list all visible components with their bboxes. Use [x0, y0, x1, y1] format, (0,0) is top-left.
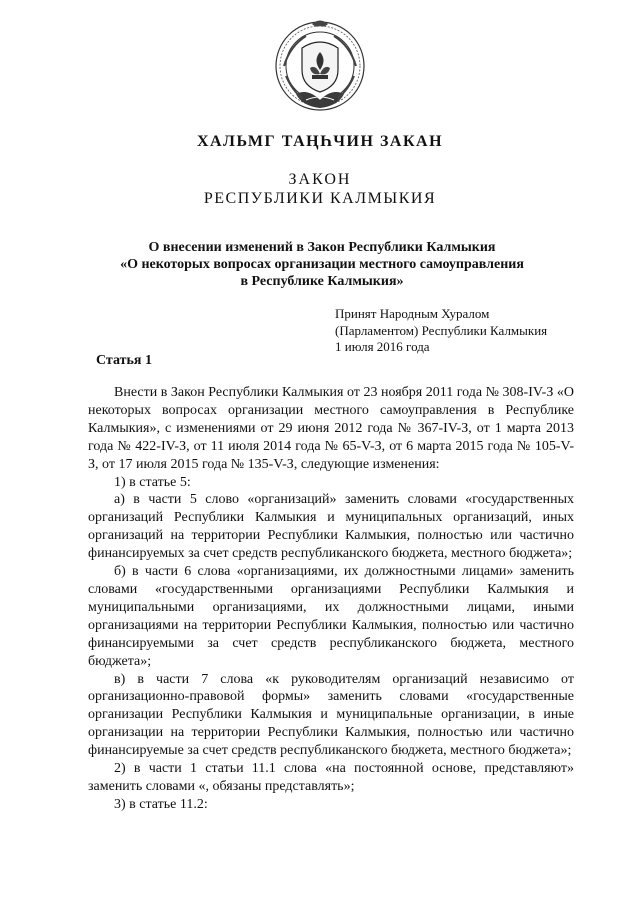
law-title-line: «О некоторых вопросах организации местного самоуправления [120, 257, 524, 272]
paragraph: Внести в Закон Республики Калмыкия от 23 ноября 2011 года № 308-IV-З «О некоторых вопросах организации местного самоуправления в Республике Калмыкия», с изменениями от 29 июня 2012 года № 367-IV-З, от 1 марта 2013 года № 422-IV-З, от 11 июля 2014 года № 65-V-З, от 6 марта 2015 года № 105-V-З, от 17 июля 2015 года № 135-V-З, следующие изменения: [88, 385, 574, 472]
adoption-note-line: Принят Народным Хуралом [335, 306, 490, 321]
law-title [60, 239, 584, 290]
title-kalmyk: ХАЛЬМГ ТАҢҺЧИН ЗАКАН [196, 133, 444, 150]
law-title-line: О внесении изменений в Закон Республики Калмыкия [148, 240, 496, 255]
paragraph: в) в части 7 слова «к руководителям организаций независимо от организационно-правовой формы» заменить словами «государственные организации Республики Калмыкия и муниципальные организации, в иные организации на территории Республики Калмыкия, полностью или частично финансируемые за счет средств республиканского бюджета, местного бюджета»; [88, 671, 574, 759]
law-title-line: в Республике Калмыкия» [240, 274, 404, 289]
paragraph: 2) в части 1 статьи 11.1 слова «на постоянной основе, представляют» заменить словами «, обязаны представлять»; [88, 761, 574, 794]
adoption-note [335, 306, 547, 356]
adoption-date: 1 июля 2016 года [335, 339, 430, 354]
article-heading: Статья 1 [96, 353, 152, 368]
paragraph: б) в части 6 слова «организациями, их должностными лицами» заменить словами «государственными организациями Республики Калмыкия и муниципальными организациями, их должностными лицами, иными организациями на территории Республики Калмыкия, полностью или частично финансируемыми за счет средств республиканского бюджета, местного бюджета»; [88, 564, 574, 669]
adoption-note-line: (Парламентом) Республики Калмыкия [335, 322, 548, 338]
article-body [88, 384, 574, 814]
title-law: ЗАКОН [288, 171, 352, 188]
paragraph: 3) в статье 11.2: [114, 796, 208, 812]
title-republic: РЕСПУБЛИКИ КАЛМЫКИЯ [203, 190, 437, 207]
kalmykia-coat-of-arms-icon [272, 18, 368, 114]
paragraph: а) в части 5 слово «организаций» заменить словами «государственных организаций Республики Калмыкия и муниципальных организаций, иных организаций на территории Республики Калмыкия, полностью или частично финансируемых за счет средств республиканского бюджета, местного бюджета»; [88, 492, 574, 562]
paragraph: 1) в статье 5: [114, 474, 191, 490]
